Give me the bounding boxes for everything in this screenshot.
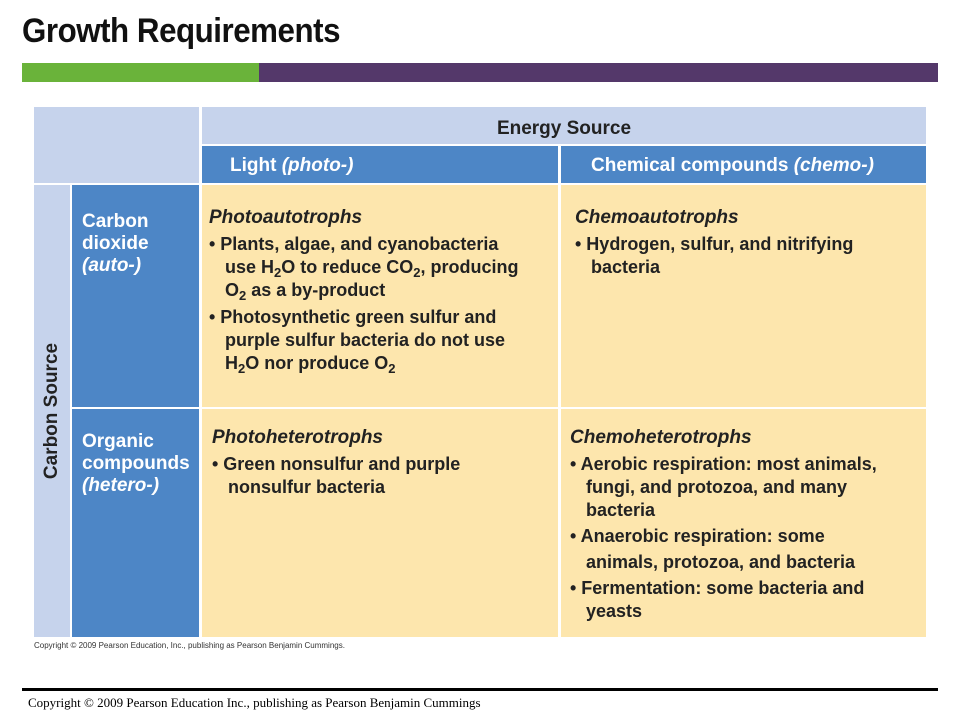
photoauto-bullet-1-line-1: • Plants, algae, and cyanobacteria <box>209 234 499 254</box>
chemoheterotrophs-title: Chemoheterotrophs <box>570 427 752 448</box>
chemohetero-bullet-2-line-2: animals, protozoa, and bacteria <box>586 552 856 572</box>
slide-title: Growth Requirements <box>22 12 341 50</box>
photoheterotrophs-title: Photoheterotrophs <box>212 427 383 448</box>
row-co2-line1: Carbon <box>82 211 149 232</box>
chemohetero-bullet-2-line-1: • Anaerobic respiration: some <box>570 526 825 546</box>
chemoauto-bullet-1-line-1: • Hydrogen, sulfur, and nitrifying <box>575 234 854 254</box>
accent-bar-purple <box>259 63 938 82</box>
row-header-carbon-dioxide <box>72 185 199 407</box>
carbon-source-label: Carbon Source <box>41 342 62 480</box>
slide-footer: Copyright © 2009 Pearson Education Inc., publishing as Pearson Benjamin Cummings <box>28 695 481 710</box>
cell-photoheterotrophs <box>202 409 558 637</box>
photoauto-bullet-2-line-3: $H_2O$ nor produce $O_2$ <box>225 353 396 376</box>
photoauto-bullet-2-line-2: purple sulfur bacteria do not use <box>225 330 506 350</box>
column-chemical-suffix: (chemo-) <box>793 155 874 176</box>
photoauto-bullet-2-line-1: • Photosynthetic green sulfur and <box>209 307 497 327</box>
row-organic-line1: Organic <box>82 431 154 452</box>
carbon-source-header <box>34 185 70 637</box>
chemohetero-bullet-3-line-1: • Fermentation: some bacteria and <box>570 578 865 598</box>
row-organic-line2: compounds <box>82 453 190 474</box>
photoauto-bullet-1-line-3: $O_2$ as a by-product <box>225 280 386 303</box>
column-light-suffix: (photo-) <box>281 155 354 176</box>
chemoautotrophs-title: Chemoautotrophs <box>575 207 739 228</box>
energy-source-header <box>202 107 926 144</box>
cell-chemoautotrophs <box>561 185 926 407</box>
energy-source-label: Energy Source <box>496 118 632 139</box>
figure-copyright: Copyright © 2009 Pearson Education, Inc., publishing as Pearson Benjamin Cummings. <box>34 641 345 650</box>
column-light-label: Light <box>230 155 277 176</box>
row-co2-suffix: (auto-) <box>82 255 142 276</box>
growth-requirements-table <box>34 107 926 637</box>
cell-chemoheterotrophs <box>561 409 926 637</box>
photohetero-bullet-1-line-2: nonsulfur bacteria <box>228 477 386 497</box>
chemohetero-bullet-3-line-2: yeasts <box>586 601 643 621</box>
corner-cell <box>34 107 199 183</box>
chemohetero-bullet-1-line-2: fungi, and protozoa, and many <box>586 477 847 497</box>
photoauto-bullet-1-line-2: use $H_2O$ to reduce $CO_2$, producing <box>225 257 519 280</box>
row-header-organic <box>72 409 199 637</box>
chemohetero-bullet-1-line-3: bacteria <box>586 500 656 520</box>
footer-divider <box>22 688 938 691</box>
row-co2-line2: dioxide <box>82 233 149 254</box>
photoautotrophs-title: Photoautotrophs <box>209 207 363 228</box>
photohetero-bullet-1-line-1: • Green nonsulfur and purple <box>212 454 461 474</box>
column-header-light <box>202 146 558 183</box>
row-organic-suffix: (hetero-) <box>82 475 160 496</box>
column-header-chemical <box>561 146 926 183</box>
accent-bar-green <box>22 63 259 82</box>
cell-photoautotrophs <box>202 185 558 407</box>
chemoauto-bullet-1-line-2: bacteria <box>591 257 661 277</box>
column-chemical-label: Chemical compounds <box>591 155 789 176</box>
chemohetero-bullet-1-line-1: • Aerobic respiration: most animals, <box>570 454 877 474</box>
